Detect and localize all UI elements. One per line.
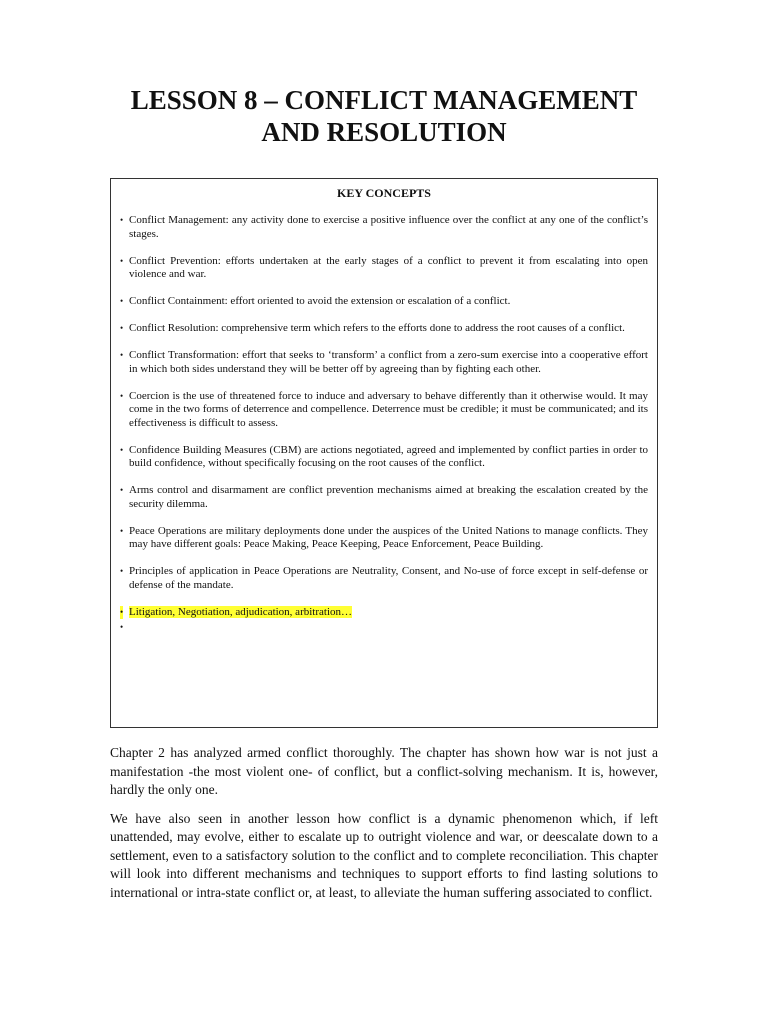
bullet-icon: • xyxy=(120,255,124,266)
bullet-icon: • xyxy=(120,485,124,495)
key-concept-item xyxy=(120,565,648,592)
bullet-icon: • xyxy=(120,444,124,455)
page-title xyxy=(100,84,668,148)
key-concept-item xyxy=(120,525,648,552)
key-concept-text: Arms control and disarmament are conflict prevention mechanisms aimed at breaking the escalation created by the security dilemma. xyxy=(129,484,648,510)
body-paragraph-2: We have also seen in another lesson how conflict is a dynamic phenomenon which, if left unattended, may evolve, either to escalate up to outright violence and war, or deescalate down to a settlement, even to a satisfactory solution to the conflict and to complete reconciliation. This chapter will look into different mechanisms and techniques to support efforts to find lasting solutions to international or intra-state conflict or, at least, to alleviate the human suffering associated to conflict. xyxy=(110,810,658,900)
bullet-icon: • xyxy=(120,350,124,360)
key-concept-item xyxy=(120,390,648,431)
key-concept-item xyxy=(120,322,648,336)
key-concepts-heading: KEY CONCEPTS xyxy=(337,186,431,200)
highlighted-text: Litigation, Negotiation, adjudication, arbitration… xyxy=(129,605,353,618)
key-concept-text: Principles of application in Peace Operations are Neutrality, Consent, and No-use of force except in self-defense or defense of the mandate. xyxy=(129,565,648,591)
body-paragraph-1: Chapter 2 has analyzed armed conflict thoroughly. The chapter has shown how war is not just a manifestation -the most violent one- of conflict, but a conflict-solving mechanism. It is, however, hardly the only one. xyxy=(110,745,658,797)
key-concept-item xyxy=(120,295,648,309)
key-concept-item xyxy=(120,255,648,282)
body-text xyxy=(110,744,658,912)
bullet-icon: • xyxy=(120,390,124,401)
bullet-icon: • xyxy=(120,606,123,620)
bullet-icon: • xyxy=(120,323,124,333)
key-concepts-list xyxy=(120,214,648,632)
key-concept-text: Conflict Transformation: effort that seeks to ‘transform’ a conflict from a zero-sum exercise into a cooperative effort in which both sides understand they will be better off by agreeing than by fighting each other. xyxy=(129,349,648,375)
key-concept-text: Conflict Prevention: efforts undertaken at the early stages of a conflict to prevent it from escalating into open violence and war. xyxy=(129,254,648,280)
title-line-1: LESSON 8 – CONFLICT MANAGEMENT xyxy=(130,85,638,115)
title-line-2: AND RESOLUTION xyxy=(261,117,507,147)
bullet-icon: • xyxy=(120,525,124,536)
key-concept-text: Confidence Building Measures (CBM) are actions negotiated, agreed and implemented by conflict parties in order to build confidence, without specifically focusing on the root causes of the conflict. xyxy=(129,443,648,469)
bullet-icon: • xyxy=(120,296,124,306)
key-concept-text: Conflict Management: any activity done to exercise a positive influence over the conflict at any one of the conflict’s stages. xyxy=(129,214,648,240)
bullet-icon: • xyxy=(120,215,124,225)
bullet-icon: • xyxy=(120,566,124,576)
key-concept-text: Conflict Containment: effort oriented to avoid the extension or escalation of a conflict. xyxy=(129,295,511,307)
key-concept-item xyxy=(120,214,648,241)
bullet-icon: • xyxy=(120,622,124,632)
key-concept-item xyxy=(120,444,648,471)
key-concept-text: Peace Operations are military deployments done under the auspices of the United Nations to manage conflicts. They may have different goals: Peace Making, Peace Keeping, Peace Enforcement, Peace Building. xyxy=(129,524,648,550)
key-concept-text: Coercion is the use of threatened force to induce and adversary to behave differently than it otherwise would. It may come in the two forms of deterrence and compellence. Deterrence must be credible; it must be communicated; and its effectiveness is difficult to assess. xyxy=(129,389,648,429)
key-concept-item xyxy=(120,349,648,376)
key-concepts-box xyxy=(110,178,658,728)
key-concept-item-highlighted xyxy=(120,606,648,620)
key-concept-item xyxy=(120,484,648,511)
key-concept-text: Conflict Resolution: comprehensive term which refers to the efforts done to address the root causes of a conflict. xyxy=(129,322,625,334)
